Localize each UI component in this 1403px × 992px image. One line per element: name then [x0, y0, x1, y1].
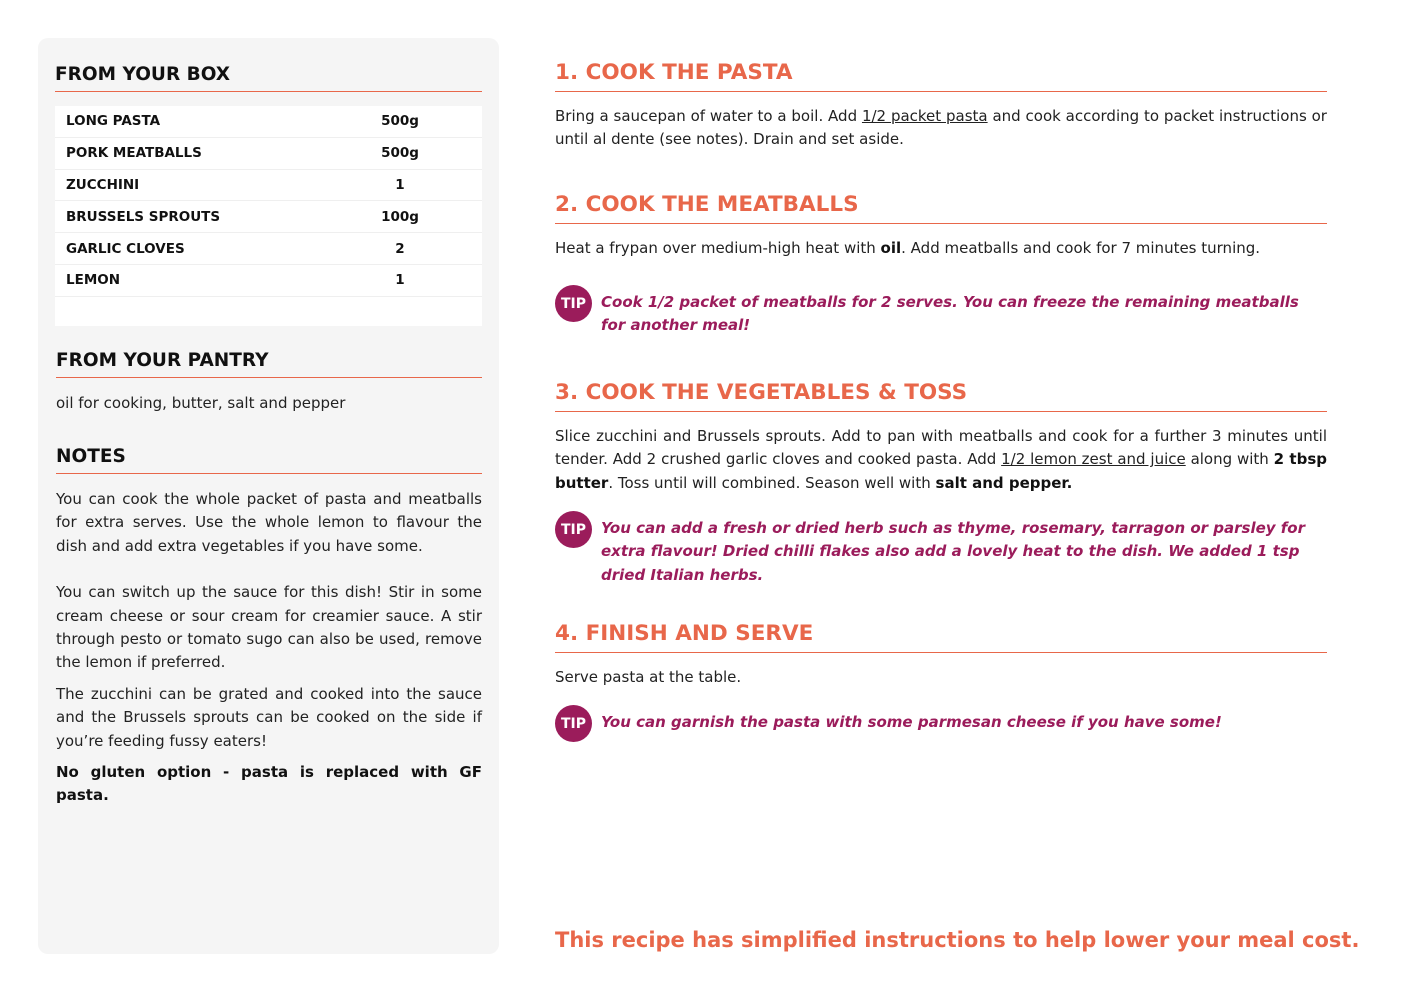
ingredient-qty: 1 — [395, 272, 405, 289]
step-3-text: Slice zucchini and Brussels sprouts. Add to pan with meatballs and cook for a further 3 minutes until tender. Add 2 crushed garlic cloves and cooked pasta. Add 1/2 lemon zest and juice along with 2 tbsp butter. Toss until will combined. Season well with salt and pepper. — [555, 427, 1327, 492]
step-3-tip — [555, 511, 1327, 587]
step-3-heading: 3. COOK THE VEGETABLES & TOSS — [555, 382, 1327, 412]
ingredient-qty: 100g — [381, 208, 419, 225]
step-2-text: Heat a frypan over medium-high heat with oil. Add meatballs and cook for 7 minutes turning. — [555, 239, 1261, 257]
tip-badge-icon: TIP — [555, 705, 592, 742]
tip-badge-icon: TIP — [555, 511, 592, 548]
ingredient-name: BRUSSELS SPROUTS — [66, 208, 221, 225]
notes-paragraph: You can switch up the sauce for this dish! Stir in some cream cheese or sour cream for creamier sauce. A stir through pesto or tomato sugo can also be used, remove the lemon if preferred. — [56, 583, 482, 672]
footer-note: This recipe has simplified instructions to help lower your meal cost. — [555, 928, 1360, 952]
step-4-text: Serve pasta at the table. — [555, 668, 742, 686]
step-4-heading: 4. FINISH AND SERVE — [555, 623, 1327, 653]
tip-badge-icon: TIP — [555, 285, 592, 322]
step-2-tip — [555, 285, 1327, 338]
ingredient-name: LONG PASTA — [66, 113, 161, 130]
ingredient-qty: 500g — [381, 145, 419, 162]
step-1-highlight: 1/2 packet pasta — [861, 107, 988, 125]
pantry-heading: FROM YOUR PANTRY — [56, 352, 482, 378]
table-row — [55, 138, 482, 170]
ingredient-name: ZUCCHINI — [66, 176, 140, 193]
ingredient-qty: 2 — [395, 240, 405, 257]
ingredient-qty: 500g — [381, 113, 419, 130]
table-row — [55, 201, 482, 233]
ingredient-name: GARLIC CLOVES — [66, 240, 185, 257]
notes-gluten-option: No gluten option - pasta is replaced with GF pasta. — [56, 763, 482, 805]
tip-text: You can garnish the pasta with some parmesan cheese if you have some! — [601, 713, 1222, 731]
notes-paragraph: The zucchini can be grated and cooked into the sauce and the Brussels sprouts can be cooked on the side if you’re feeding fussy eaters! — [56, 684, 482, 750]
ingredients-panel — [38, 38, 499, 954]
table-row — [55, 170, 482, 202]
notes-body — [56, 488, 482, 816]
step-2-heading: 2. COOK THE MEATBALLS — [555, 194, 1327, 224]
tip-text: Cook 1/2 packet of meatballs for 2 serves. You can freeze the remaining meatballs for another meal! — [601, 293, 1299, 335]
table-row — [55, 265, 482, 297]
step-4-tip — [555, 705, 1327, 742]
pantry-text: oil for cooking, butter, salt and pepper — [56, 394, 346, 412]
ingredient-name: PORK MEATBALLS — [66, 145, 202, 162]
step-1-text: Bring a saucepan of water to a boil. Add 1/2 packet pasta and cook according to packet instructions or until al dente (see notes). Drain and set aside. — [555, 107, 1327, 149]
step-3-highlight: 1/2 lemon zest and juice — [1001, 450, 1186, 469]
box-ingredients-table — [55, 106, 482, 326]
notes-paragraph: You can cook the whole packet of pasta and meatballs for extra serves. Use the whole lemon to flavour the dish and add extra vegetables if you have some. — [56, 490, 482, 555]
ingredient-name: LEMON — [66, 272, 121, 289]
table-row — [55, 106, 482, 138]
step-1-heading: 1. COOK THE PASTA — [555, 62, 1327, 92]
tip-text: You can add a fresh or dried herb such as thyme, rosemary, tarragon or parsley for extra flavour! Dried chilli flakes also add a lovely heat to the dish. We added 1 tsp dried Italian herbs. — [601, 519, 1305, 584]
box-heading: FROM YOUR BOX — [55, 66, 482, 92]
ingredient-qty: 1 — [395, 176, 405, 193]
notes-heading: NOTES — [56, 448, 482, 474]
table-row — [55, 233, 482, 265]
